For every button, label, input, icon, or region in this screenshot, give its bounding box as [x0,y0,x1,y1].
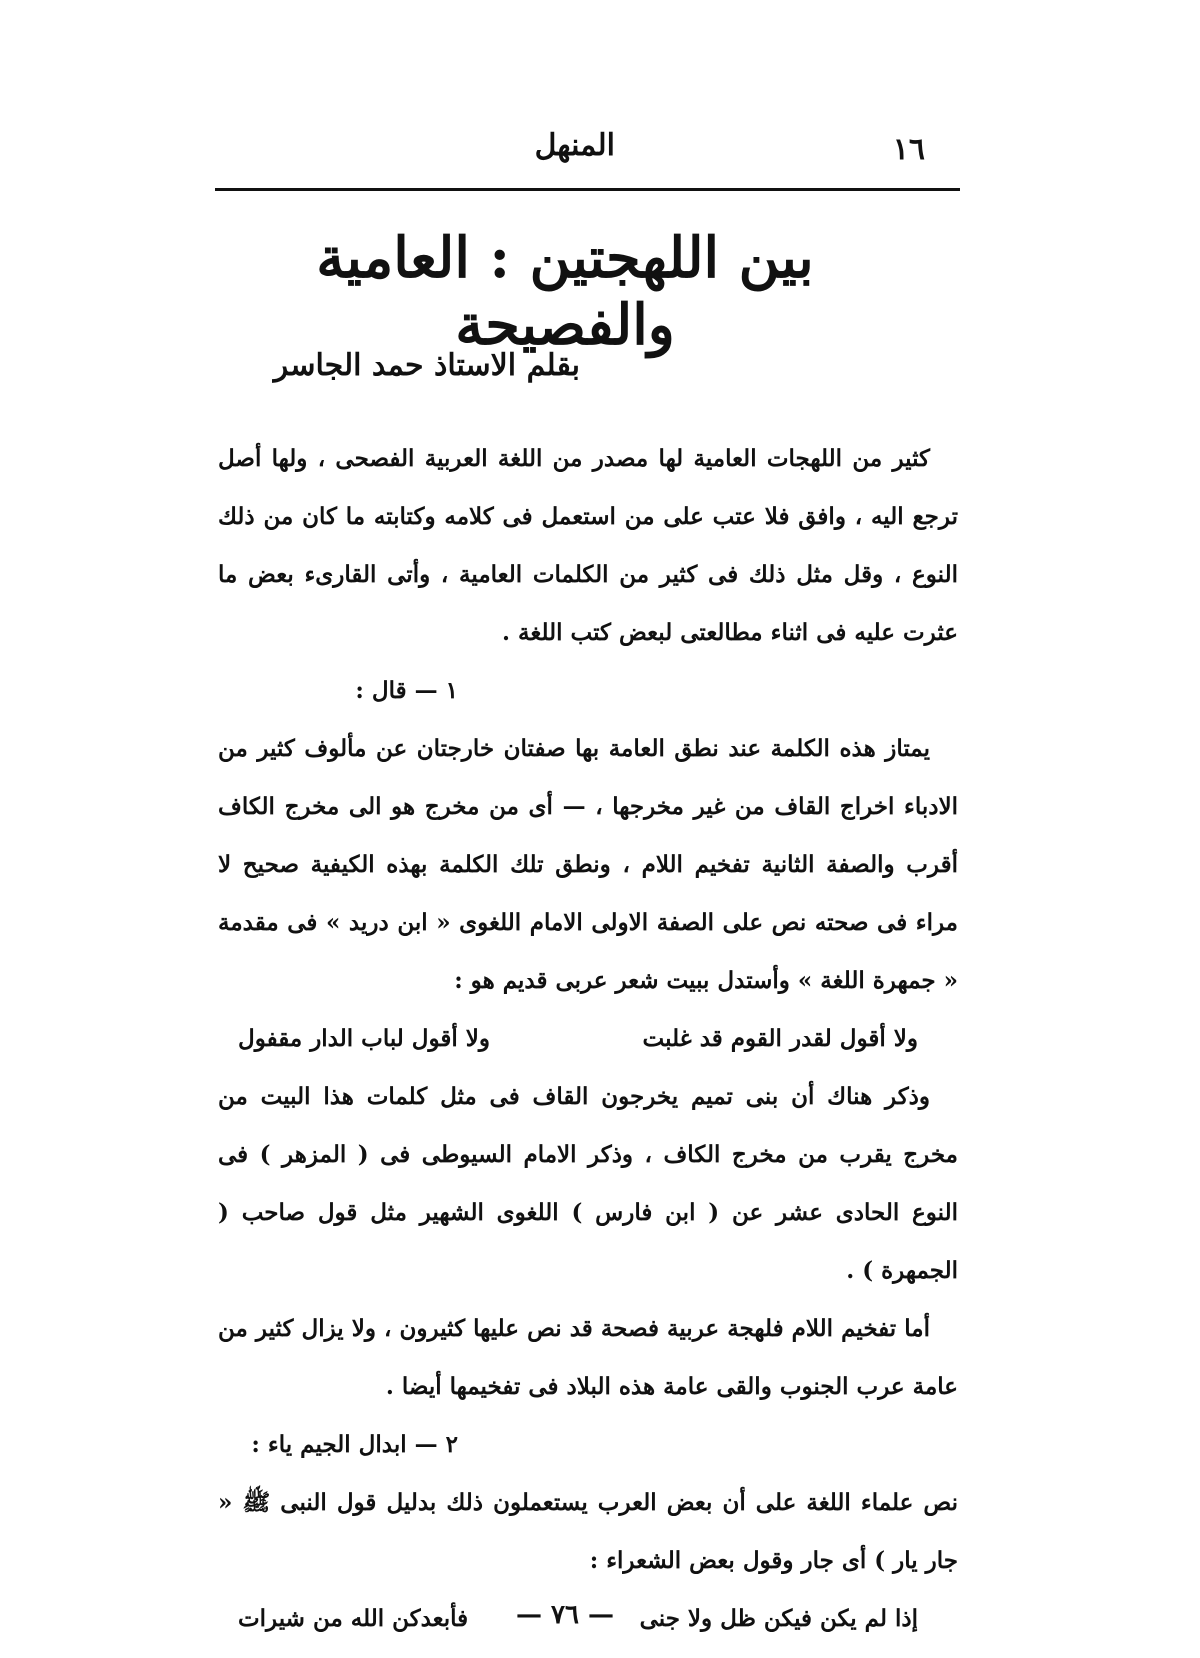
verse-2-hemistich-b: فأبعدكن الله من شيرات [238,1605,469,1632]
section-1-paragraph-2: وذكر هناك أن بنى تميم يخرجون القاف فى مثل كلمات هذا البيت من مخرج يقرب من مخرج الكاف ، وذكر الامام السيوطى فى ( المزهر ) فى النوع الحادى عشر عن ( ابن فارس ) اللغوى الشهير مثل قول صاحب ( الجمهرة ) . [218,1083,958,1284]
article-body [218,430,958,1648]
verse-1-hemistich-a: ولا أقول لقدر القوم قد غلبت [642,1025,918,1052]
article-title: بين اللهجتين : العامية والفصيحة [316,225,814,359]
header-page-number: ١٦ [892,132,925,167]
header-divider [215,188,960,191]
intro-paragraph: كثير من اللهجات العامية لها مصدر من اللغة العربية الفصحى ، ولها أصل ترجع اليه ، وافق فلا عتب على من استعمل فى كلامه وكتابته ما كان من ذلك النوع ، وقل مثل ذلك فى كثير من الكلمات العامية ، وأتى القارىء بعض ما عثرت عليه فى اثناء مطالعتى لبعض كتب اللغة . [218,445,958,646]
section-1-paragraph-3: أما تفخيم اللام فلهجة عربية فصحة قد نص عليها كثيرون ، ولا يزال كثير من عامة عرب الجنوب والقى عامة هذه البلاد فى تفخيمها أيضا . [218,1315,958,1400]
verse-1-hemistich-b: ولا أقول لباب الدار مقفول [238,1025,490,1052]
running-header [215,128,955,178]
verse-2-hemistich-a: إذا لم يكن فيكن ظل ولا جنى [639,1605,918,1632]
section-1-heading: ١ — قال : [355,677,458,704]
article-byline: بقلم الاستاذ حمد الجاسر [273,348,580,383]
journal-name: المنهل [534,128,615,163]
section-2-heading: ٢ — ابدال الجيم ياء : [251,1431,458,1458]
section-2-paragraph-1: نص علماء اللغة على أن بعض العرب يستعملون ذلك بدليل قول النبى ﷺ « جار يار ) أى جار وقول بعض الشعراء : [218,1489,958,1574]
section-1-paragraph-1: يمتاز هذه الكلمة عند نطق العامة بها صفتان خارجتان عن مألوف كثير من الادباء اخراج القاف من غير مخرجها ، — أى من مخرج هو الى مخرج الكاف أقرب والصفة الثانية تفخيم اللام ، ونطق تلك الكلمة بهذه الكيفية صحيح لا مراء فى صحته نص على الصفة الاولى الامام اللغوى « ابن دريد » فى مقدمة « جمهرة اللغة » وأستدل ببيت شعر عربى قديم هو : [218,735,958,994]
verse-1 [218,1010,958,1068]
footer-page-number: — ٧٦ — [515,1600,615,1630]
